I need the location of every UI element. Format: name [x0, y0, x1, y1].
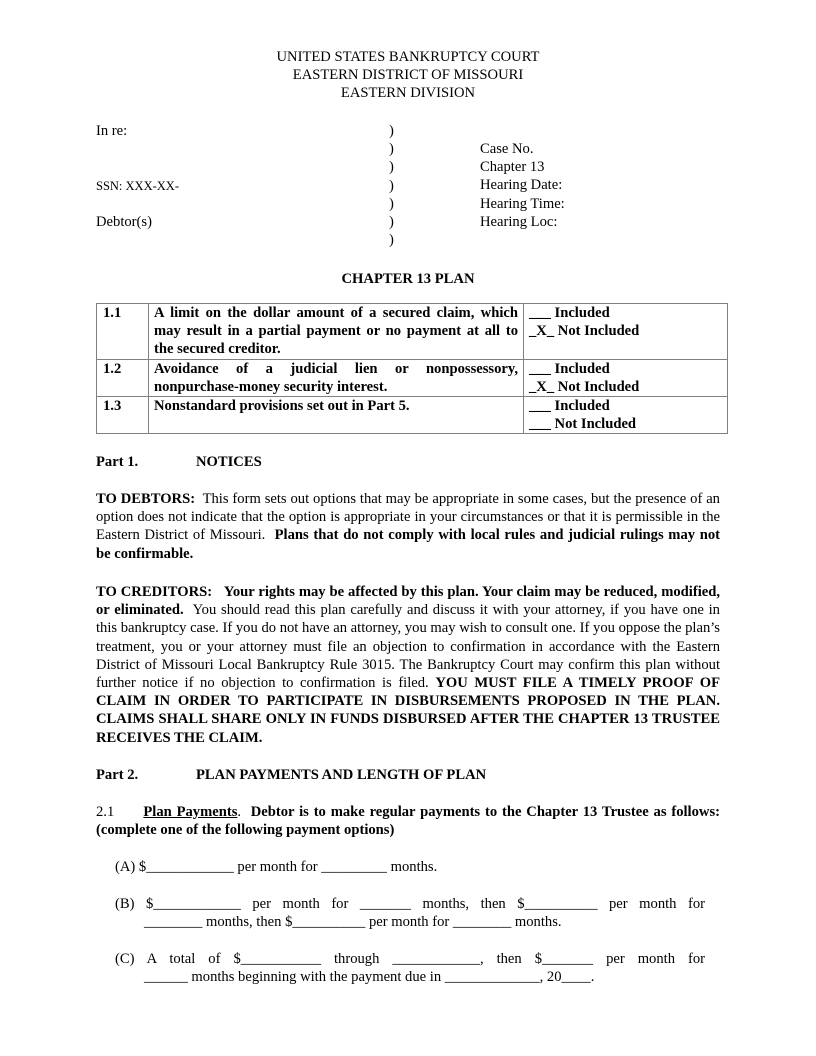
included-option: ___ Included — [529, 398, 610, 415]
creditors-notice — [96, 583, 720, 747]
creditors-notice-bold1: Your rights may be affected by this plan. Your claim may be reduced, modified, or eliminated. — [96, 584, 720, 619]
debtors-notice — [96, 490, 720, 563]
part2-heading — [96, 766, 720, 784]
debtors-label: Debtor(s) — [96, 213, 152, 230]
caption-debtor-block — [96, 122, 179, 231]
caption-paren: ) — [389, 123, 394, 139]
not-included-option: _X_ Not Included — [529, 378, 640, 395]
provisions-table — [96, 303, 728, 434]
not-included-option: _X_ Not Included — [529, 323, 640, 340]
in-re-label: In re: — [96, 123, 128, 139]
court-header — [0, 48, 816, 103]
plan-title: CHAPTER 13 PLAN — [341, 271, 475, 287]
provision-row — [97, 304, 728, 360]
included-option: ___ Included — [529, 305, 610, 321]
provision-number: 1.2 — [97, 359, 149, 396]
payment-option-c-line2: ______ months beginning with the payment due in _____________, 20____. — [144, 969, 595, 986]
provision-options — [524, 397, 728, 434]
payment-option-b — [115, 895, 705, 931]
payment-option-b-line1: (B) $____________ per month for _______ months, then $__________ per month for — [115, 896, 705, 912]
payment-option-a-text: (A) $____________ per month for _________ months. — [115, 859, 438, 875]
caption-paren: ) — [389, 213, 394, 230]
not-included-option: ___ Not Included — [529, 416, 637, 433]
debtors-notice-text: This form sets out options that may be appropriate in some cases, but the presence of an option does not indicate that the option is appropriate in your circumstances or that it is permissible in the Eastern District of Missouri. — [96, 491, 720, 544]
chapter-label: Chapter 13 — [480, 159, 545, 176]
case-no-label: Case No. — [480, 141, 534, 157]
part1-heading — [96, 453, 720, 471]
creditors-notice-bold2: YOU MUST FILE A TIMELY PROOF OF CLAIM IN ORDER TO PARTICIPATE IN DISBURSEMENTS PROPOSED IN THE PLAN. CLAIMS SHALL SHARE ONLY IN FUNDS DISBURSED AFTER THE CHAPTER 13 TRUSTEE RECEIVES THE CLAIM. — [96, 675, 720, 746]
debtors-notice-label: TO DEBTORS: — [96, 491, 196, 507]
provision-row — [97, 359, 728, 396]
included-option: ___ Included — [529, 360, 610, 377]
provision-description: Avoidance of a judicial lien or nonpossessory, nonpurchase-money security interest. — [149, 359, 524, 396]
provision-number: 1.3 — [97, 397, 149, 434]
part1-title: NOTICES — [196, 454, 262, 470]
provision-options — [524, 359, 728, 396]
part1-number: Part 1. — [96, 454, 139, 470]
section-2-1: 2.1 Plan Payments. Debtor is to make regular payments to the Chapter 13 Trustee as follows: (complete one of the following payment options) — [96, 804, 720, 839]
ssn-label: SSN: XXX-XX- — [96, 178, 179, 193]
payment-option-b-line2: ________ months, then $__________ per month for ________ months. — [144, 914, 562, 931]
hearing-date-label: Hearing Date: — [480, 177, 563, 194]
court-name: UNITED STATES BANKRUPTCY COURT — [276, 49, 540, 65]
payment-option-c — [115, 950, 705, 986]
creditors-notice-label: TO CREDITORS: — [96, 584, 213, 600]
caption-parentheses — [389, 122, 394, 249]
caption-paren: ) — [389, 177, 394, 194]
creditors-notice-text: You should read this plan carefully and discuss it with your attorney, if you have one in this bankruptcy case. If you do not have an attorney, you may wish to consult one. If you oppose the plan’s treatment, you or your attorney must file an objection to confirmation in accordance with the Eastern District of Missouri Local Bankruptcy Rule 3015. The Bankruptcy Court may confirm this plan without further notice if no objection to confirmation is filed. — [96, 602, 720, 692]
part2-title: PLAN PAYMENTS AND LENGTH OF PLAN — [196, 767, 487, 783]
hearing-time-label: Hearing Time: — [480, 195, 565, 212]
payment-option-c-line1: (C) A total of $___________ through ____________, then $_______ per month for — [115, 951, 705, 967]
caption-paren: ) — [389, 159, 394, 176]
debtors-notice-bold: Plans that do not comply with local rules and judicial rulings may not be confirmable. — [96, 527, 721, 562]
section-2-1-text: Debtor is to make regular payments to the Chapter 13 Trustee as follows: (complete one of the following payment options) — [96, 804, 720, 839]
caption-paren: ) — [389, 195, 394, 212]
payment-option-a — [115, 858, 705, 876]
provision-row — [97, 397, 728, 434]
court-district: EASTERN DISTRICT OF MISSOURI — [292, 67, 524, 84]
section-2-1-number: 2.1 — [96, 804, 115, 820]
provision-description: A limit on the dollar amount of a secured claim, which may result in a partial payment or no payment at all to the secured creditor. — [149, 304, 524, 360]
caption-case-block — [480, 140, 565, 231]
hearing-loc-label: Hearing Loc: — [480, 213, 558, 230]
provision-number: 1.1 — [97, 304, 149, 360]
caption-paren: ) — [389, 141, 394, 158]
provision-options — [524, 304, 728, 360]
provision-description: Nonstandard provisions set out in Part 5. — [149, 397, 524, 434]
court-division: EASTERN DIVISION — [340, 85, 476, 102]
section-2-1-title: Plan Payments — [143, 804, 238, 820]
part2-number: Part 2. — [96, 767, 139, 783]
caption-paren: ) — [389, 232, 394, 249]
